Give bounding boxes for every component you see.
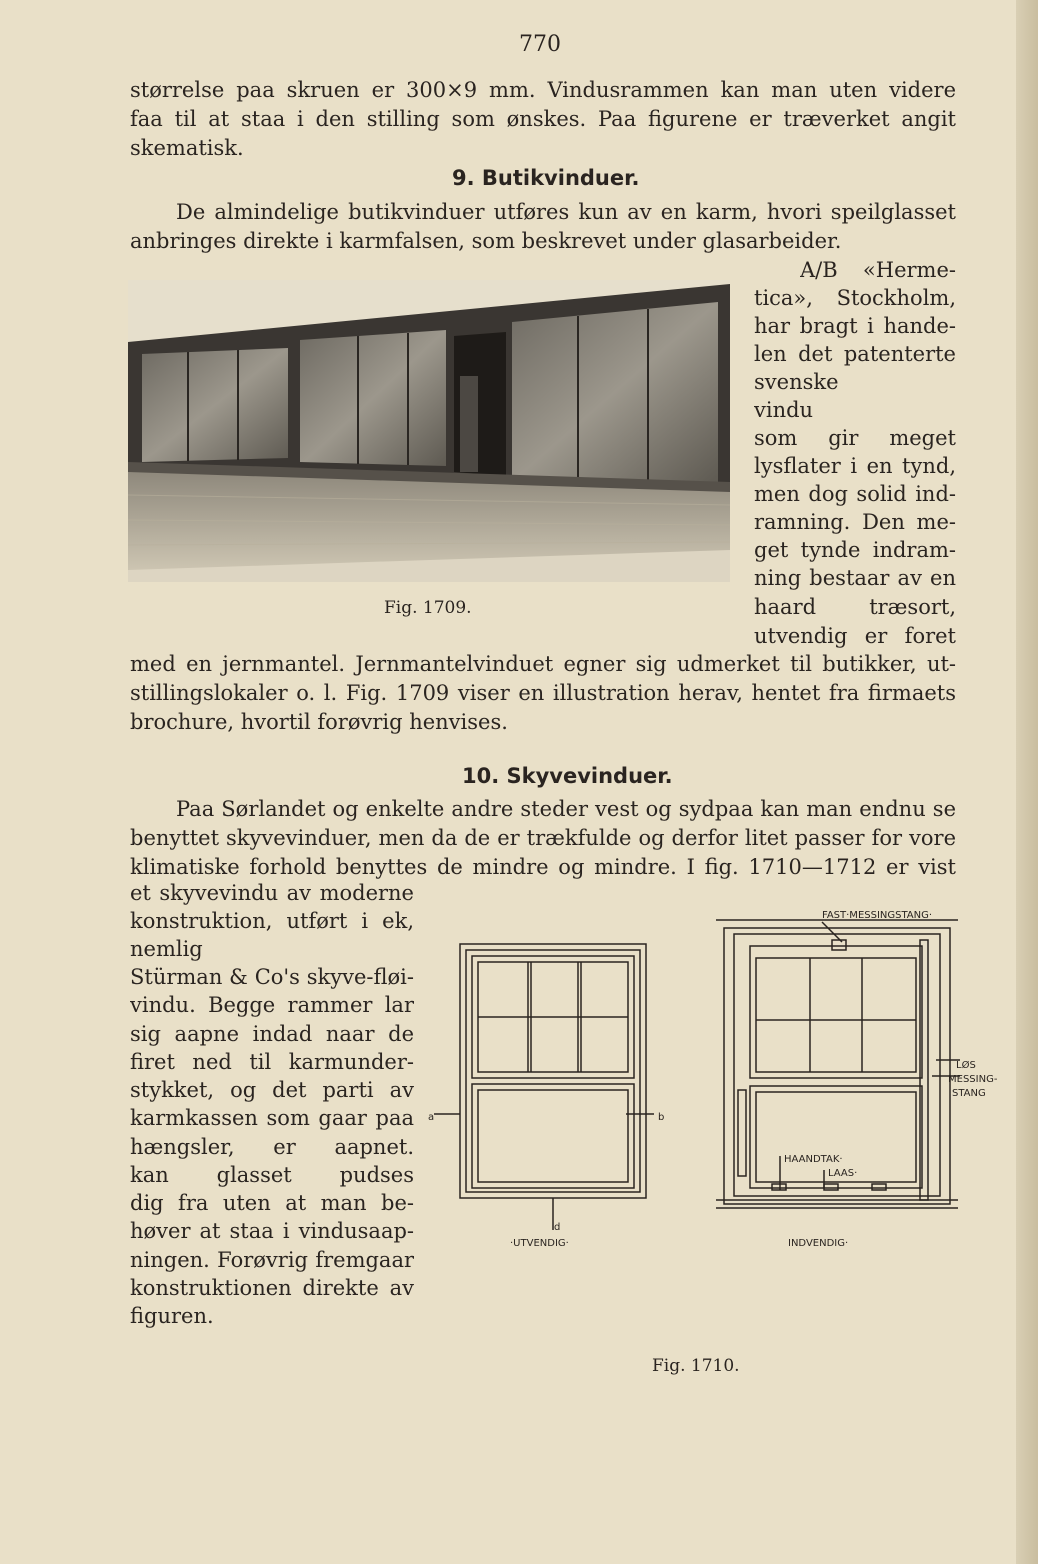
text-line: med en jernmantel. Jernmantelvinduet egner sig udmerket til butikker, ut- bbox=[130, 652, 956, 676]
text-line: hængsler, er aapnet. bbox=[130, 1135, 414, 1159]
text-line: har bragt i hande- bbox=[754, 314, 956, 338]
text-line: skematisk. bbox=[130, 136, 244, 160]
text-line: men dog solid ind- bbox=[754, 482, 956, 506]
text-line: høver at staa i vindusaap- bbox=[130, 1219, 414, 1243]
text-line: De almindelige butikvinduer utføres kun av en karm, hvori speilglasset bbox=[176, 200, 956, 224]
text-line: karmkassen som gaar paa bbox=[130, 1106, 414, 1130]
text-line: svenske bbox=[754, 370, 839, 394]
label-inside: INDVENDIG· bbox=[788, 1238, 849, 1249]
text-line: tica», Stockholm, bbox=[754, 286, 956, 310]
text-line: et skyvevindu av moderne bbox=[130, 881, 414, 905]
label-outside: ·UTVENDIG· bbox=[510, 1238, 569, 1249]
text-line: ningen. Forøvrig fremgaar bbox=[130, 1248, 414, 1272]
text-line: ning bestaar av en bbox=[754, 566, 956, 590]
text-line: stillingslokaler o. l. Fig. 1709 viser en illustration herav, hentet fra firmaets bbox=[130, 681, 956, 705]
text-line: som gir meget bbox=[754, 426, 956, 450]
label-haandtak: HAANDTAK· bbox=[784, 1154, 843, 1165]
section-heading-skyvevinduer: 10. Skyvevinduer. bbox=[462, 764, 673, 788]
label-fast-messingstang: FAST·MESSINGSTANG· bbox=[822, 910, 933, 921]
sash-window-drawing bbox=[420, 900, 1020, 1260]
outside-view bbox=[434, 944, 654, 1230]
text-line: klimatiske forhold benyttes de mindre og mindre. I fig. 1710—1712 er vist bbox=[130, 855, 956, 879]
label-a: a bbox=[428, 1112, 435, 1123]
text-line: get tynde indram- bbox=[754, 538, 956, 562]
text-line: vindu bbox=[754, 398, 814, 422]
text-line: konstruktion, utført i ek, bbox=[130, 909, 414, 933]
text-line: dig fra uten at man be- bbox=[130, 1191, 414, 1215]
text-line: A/B «Herme- bbox=[800, 258, 956, 282]
text-line: benyttet skyvevinduer, men da de er trækfulde og derfor litet passer for vore bbox=[130, 826, 956, 850]
shopfront-photo bbox=[128, 280, 730, 582]
text-line: Stürman & Co's skyve-fløi- bbox=[130, 965, 414, 989]
text-line: kan glasset pudses bbox=[130, 1163, 414, 1187]
text-line: Paa Sørlandet og enkelte andre steder vest og sydpaa kan man endnu se bbox=[176, 797, 956, 821]
text-line: ramning. Den me- bbox=[754, 510, 956, 534]
text-line: len det patenterte bbox=[754, 342, 956, 366]
page-edge bbox=[1016, 0, 1038, 1564]
label-los-3: STANG bbox=[952, 1088, 986, 1099]
text-line: konstruktionen direkte av bbox=[130, 1276, 414, 1300]
label-los-1: LØS bbox=[956, 1060, 976, 1071]
section-heading-butikvinduer: 9. Butikvinduer. bbox=[452, 166, 640, 190]
figure-caption-1710: Fig. 1710. bbox=[652, 1356, 740, 1376]
text-line: haard træsort, bbox=[754, 595, 956, 619]
text-line: brochure, hvortil forøvrig henvises. bbox=[130, 710, 508, 734]
text-line: utvendig er foret bbox=[754, 624, 956, 648]
text-line: sig aapne indad naar de bbox=[130, 1022, 414, 1046]
text-line: anbringes direkte i karmfalsen, som beskrevet under glasarbeider. bbox=[130, 229, 842, 253]
text-line: stykket, og det parti av bbox=[130, 1078, 414, 1102]
label-d: d bbox=[554, 1222, 561, 1233]
figure-caption-1709: Fig. 1709. bbox=[384, 598, 472, 618]
text-line: vindu. Begge rammer lar bbox=[130, 993, 414, 1017]
page-number: 770 bbox=[519, 32, 561, 57]
text-line: faa til at staa i den stilling som ønskes. Paa figurene er træverket angit bbox=[130, 107, 956, 131]
label-los-2: MESSING- bbox=[948, 1074, 998, 1085]
text-line: lysflater i en tynd, bbox=[754, 454, 956, 478]
label-b: b bbox=[658, 1112, 665, 1123]
text-line: størrelse paa skruen er 300×9 mm. Vindusrammen kan man uten videre bbox=[130, 78, 956, 102]
text-line: firet ned til karmunder- bbox=[130, 1050, 414, 1074]
label-laas: LAAS· bbox=[828, 1168, 858, 1179]
text-line: nemlig bbox=[130, 937, 203, 961]
text-line: figuren. bbox=[130, 1304, 214, 1328]
